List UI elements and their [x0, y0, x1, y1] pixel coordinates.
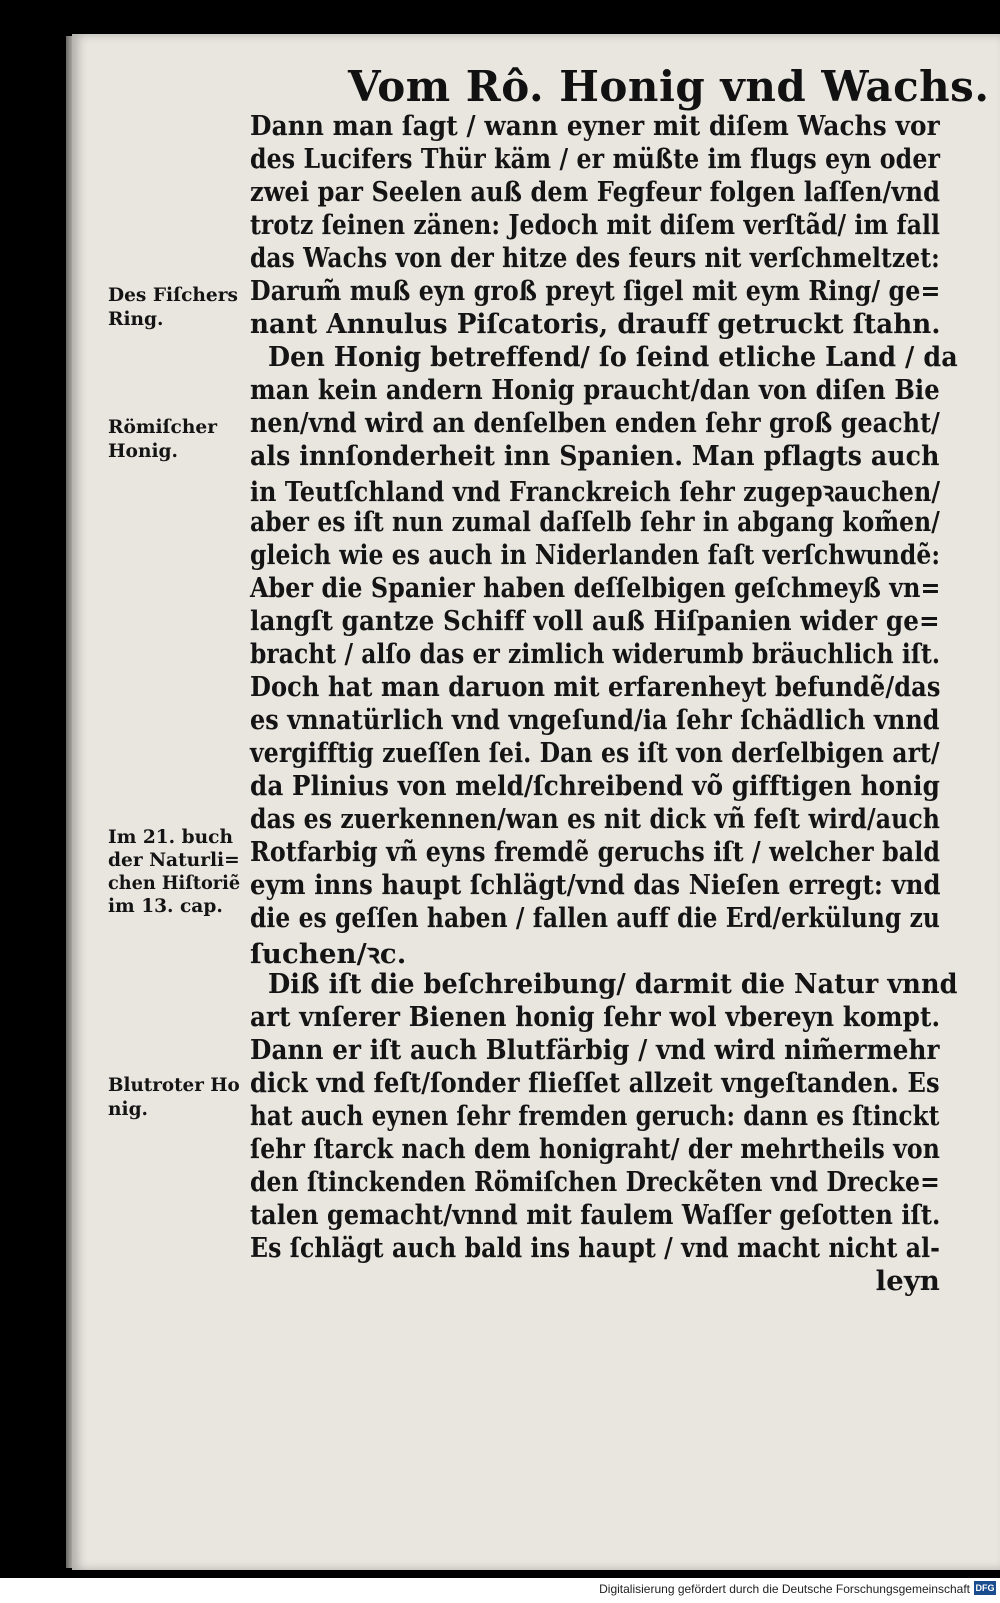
margin-note [108, 283, 243, 331]
text-line: vergifftig zueſſen ſei. Dan es iſt von derſelbigen art/ [250, 737, 940, 769]
text-line: Doch hat man daruon mit erfarenheyt befundẽ/das [250, 671, 941, 703]
margin-note-line: Römiſcher [108, 416, 218, 438]
text-line: Darum̃ muß eyn groß preyt ſigel mit eym Ring/ ge= [250, 275, 941, 307]
margin-note-line: Honig. [108, 440, 178, 462]
text-line: in Teutſchland vnd Franckreich ſehr zugepꝛauchen/ [250, 476, 941, 508]
catchword: leyn [875, 1265, 940, 1297]
text-line: aber es iſt nun zumal daſſelb ſehr in abgang kom̃en/ [250, 506, 940, 538]
margin-note-line: chen Hiſtoriẽ [108, 872, 241, 894]
text-line: als innſonderheit inn Spanien. Man pflagts auch [250, 440, 940, 472]
text-line: nen/vnd wird an denſelben enden ſehr groß geacht/ [250, 407, 940, 439]
text-line: eym inns haupt ſchlägt/vnd das Nieſen erregt: vnd [250, 869, 941, 901]
margin-note-line: der Naturli= [108, 849, 240, 871]
text-line: des Lucifers Thür käm / er müßte im flugs eyn oder [250, 143, 941, 175]
text-line: langſt gantze Schiff voll auß Hiſpanien wider ge= [250, 605, 940, 637]
text-line: bracht / alſo das er zimlich widerumb bräuchlich iſt. [250, 638, 941, 670]
margin-note-line: nig. [108, 1098, 149, 1120]
margin-note-line: Im 21. buch [108, 826, 233, 848]
text-line: man kein andern Honig praucht/dan von diſen Bie [250, 374, 940, 406]
text-line: ſehr ſtarck nach dem honigraht/ der mehrtheils von [250, 1133, 940, 1165]
text-line: zwei par Seelen auß dem Fegfeur folgen laſſen/vnd [250, 176, 940, 208]
text-line: Aber die Spanier haben deſſelbigen geſchmeyß vn= [250, 572, 941, 604]
funding-credit: Digitalisierung gefördert durch die Deutsche Forschungsgemeinschaft [599, 1582, 970, 1596]
text-line: ſuchen/ꝛc. [250, 938, 407, 970]
margin-note [108, 415, 243, 463]
text-line: Dann er iſt auch Blutfärbig / vnd wird nim̃ermehr [250, 1034, 940, 1066]
text-line: das es zuerkennen/wan es nit dick vñ feſt wird/auch [250, 803, 941, 835]
margin-note [108, 1073, 243, 1121]
dfg-logo: DFG [975, 1583, 995, 1593]
text-line: Diß iſt die beſchreibung/ darmit die Natur vnnd [268, 968, 958, 1000]
text-line: da Plinius von meld/ſchreibend võ gifftigen honig [250, 770, 940, 802]
text-line: die es geſſen haben / fallen auff die Erd/erkülung zu [250, 902, 941, 934]
text-line: trotz ſeinen zänen: Jedoch mit diſem verſtãd/ im fall [250, 209, 941, 241]
text-line: das Wachs von der hitze des feurs nit verſchmeltzet: [250, 242, 940, 274]
text-line: dick vnd feſt/ſonder flieſſet allzeit vngeſtanden. Es [250, 1067, 940, 1099]
text-line: talen gemacht/vnnd mit faulem Waſſer geſotten iſt. [250, 1199, 941, 1231]
text-line: Rotfarbig vñ eyns fremdẽ geruchs iſt / welcher bald [250, 836, 941, 868]
margin-note-line: Blutroter Ho [108, 1074, 240, 1096]
margin-note-line: Des Fiſchers [108, 284, 239, 306]
footer-bar [0, 1578, 1000, 1603]
text-line: es vnnatürlich vnd vngeſund/ia ſehr ſchädlich vnnd [250, 704, 940, 736]
text-line: Den Honig betreffend/ ſo ſeind etliche Land / da [268, 341, 958, 373]
text-line: art vnſerer Bienen honig ſehr wol vbereyn kompt. [250, 1001, 941, 1033]
text-line: Dann man ſagt / wann eyner mit diſem Wachs vor [250, 110, 940, 142]
text-line: Es ſchlägt auch bald ins haupt / vnd macht nicht al- [250, 1232, 941, 1264]
text-line: hat auch eynen ſehr fremden geruch: dann es ſtinckt [250, 1100, 940, 1132]
margin-note-line: im 13. cap. [108, 895, 223, 917]
text-line: nant Annulus Piſcatoris, drauff getruckt ſtahn. [250, 308, 941, 340]
margin-note-line: Ring. [108, 308, 164, 330]
running-header: Vom Rô. Honig vnd Wachs. [348, 62, 990, 111]
margin-note [108, 826, 243, 918]
text-line: gleich wie es auch in Niderlanden faſt verſchwundẽ: [250, 539, 941, 571]
text-line: den ſtinckenden Römiſchen Dreckẽten vnd Drecke= [250, 1166, 940, 1198]
